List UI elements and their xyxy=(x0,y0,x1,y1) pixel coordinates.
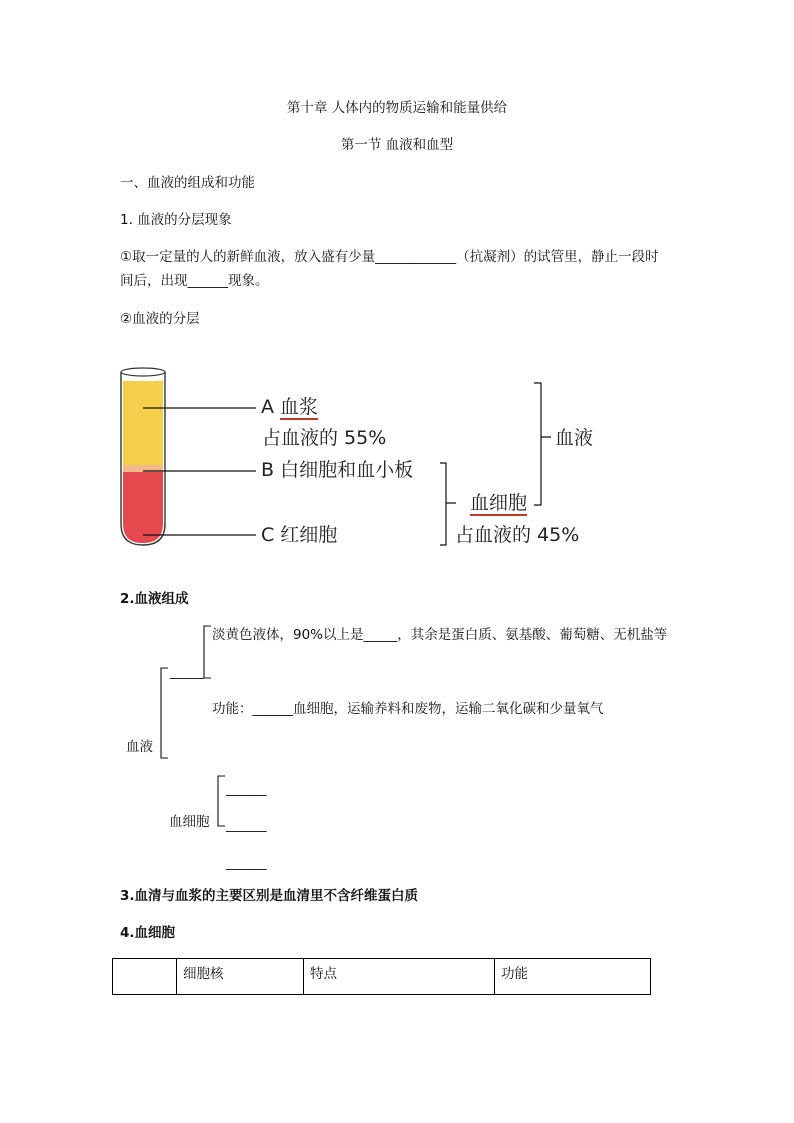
item-3: 3.血清与血浆的主要区别是血清里不含纤维蛋白质 xyxy=(120,888,419,904)
plasma-layer xyxy=(123,381,163,467)
cells-answer: 血细胞 xyxy=(470,492,528,514)
blood-label: 血液 xyxy=(555,427,594,449)
table-header-function: 功能 xyxy=(495,959,651,995)
item-1-heading: 1. 血液的分层现象 xyxy=(120,212,232,228)
plasma-composition-bracket xyxy=(204,626,211,678)
cells-percentage: 占血液的 45% xyxy=(455,524,580,546)
blood-bracket xyxy=(534,383,551,505)
item-2-heading: 2.血液组成 xyxy=(120,591,189,607)
blood-composition-label: 血液 xyxy=(126,739,153,755)
table-header-cell xyxy=(113,959,177,995)
plasma-blank: _____ xyxy=(170,664,204,680)
buffy-coat-layer xyxy=(123,465,163,473)
paragraph-line-2: 间后，出现______现象。 xyxy=(120,273,269,289)
label-a-answer: 血浆 xyxy=(280,396,319,418)
label-c: C 红细胞 xyxy=(261,524,338,546)
cells-bracket xyxy=(440,463,456,545)
section-subtitle: 第一节 血液和血型 xyxy=(340,137,454,153)
label-b: B 白细胞和血小板 xyxy=(261,459,414,481)
blood-composition-bracket xyxy=(161,668,168,758)
test-tube-rim xyxy=(121,368,165,376)
blood-cells-table xyxy=(112,958,651,995)
cell-blank-1: ______ xyxy=(226,781,267,797)
label-a: A 血浆 xyxy=(261,396,319,418)
item-4-heading: 4.血细胞 xyxy=(120,925,176,941)
plasma-function: 功能：______血细胞，运输养料和废物，运输二氧化碳和少量氧气 xyxy=(212,701,604,717)
page-title: 第十章 人体内的物质运输和能量供给 xyxy=(286,100,508,116)
red-cell-layer xyxy=(123,472,163,543)
table-header-nucleus: 细胞核 xyxy=(177,959,304,995)
heading-1: 一、血液的组成和功能 xyxy=(120,175,255,191)
cell-blank-3: ______ xyxy=(226,855,267,871)
paragraph-line-1: ①取一定量的人的新鲜血液，放入盛有少量____________（抗凝剂）的试管里，静止一段时 xyxy=(120,249,659,265)
cell-blank-2: ______ xyxy=(226,817,267,833)
table-header-features: 特点 xyxy=(304,959,495,995)
plasma-description: 淡黄色液体，90%以上是_____，其余是蛋白质、氨基酸、葡萄糖、无机盐等 xyxy=(212,627,668,643)
table-row xyxy=(113,959,651,995)
paragraph-2: ②血液的分层 xyxy=(120,311,200,327)
cells-composition-bracket xyxy=(218,776,225,826)
label-a-percentage: 占血液的 55% xyxy=(262,427,387,449)
cells-composition-label: 血细胞 xyxy=(169,814,210,830)
